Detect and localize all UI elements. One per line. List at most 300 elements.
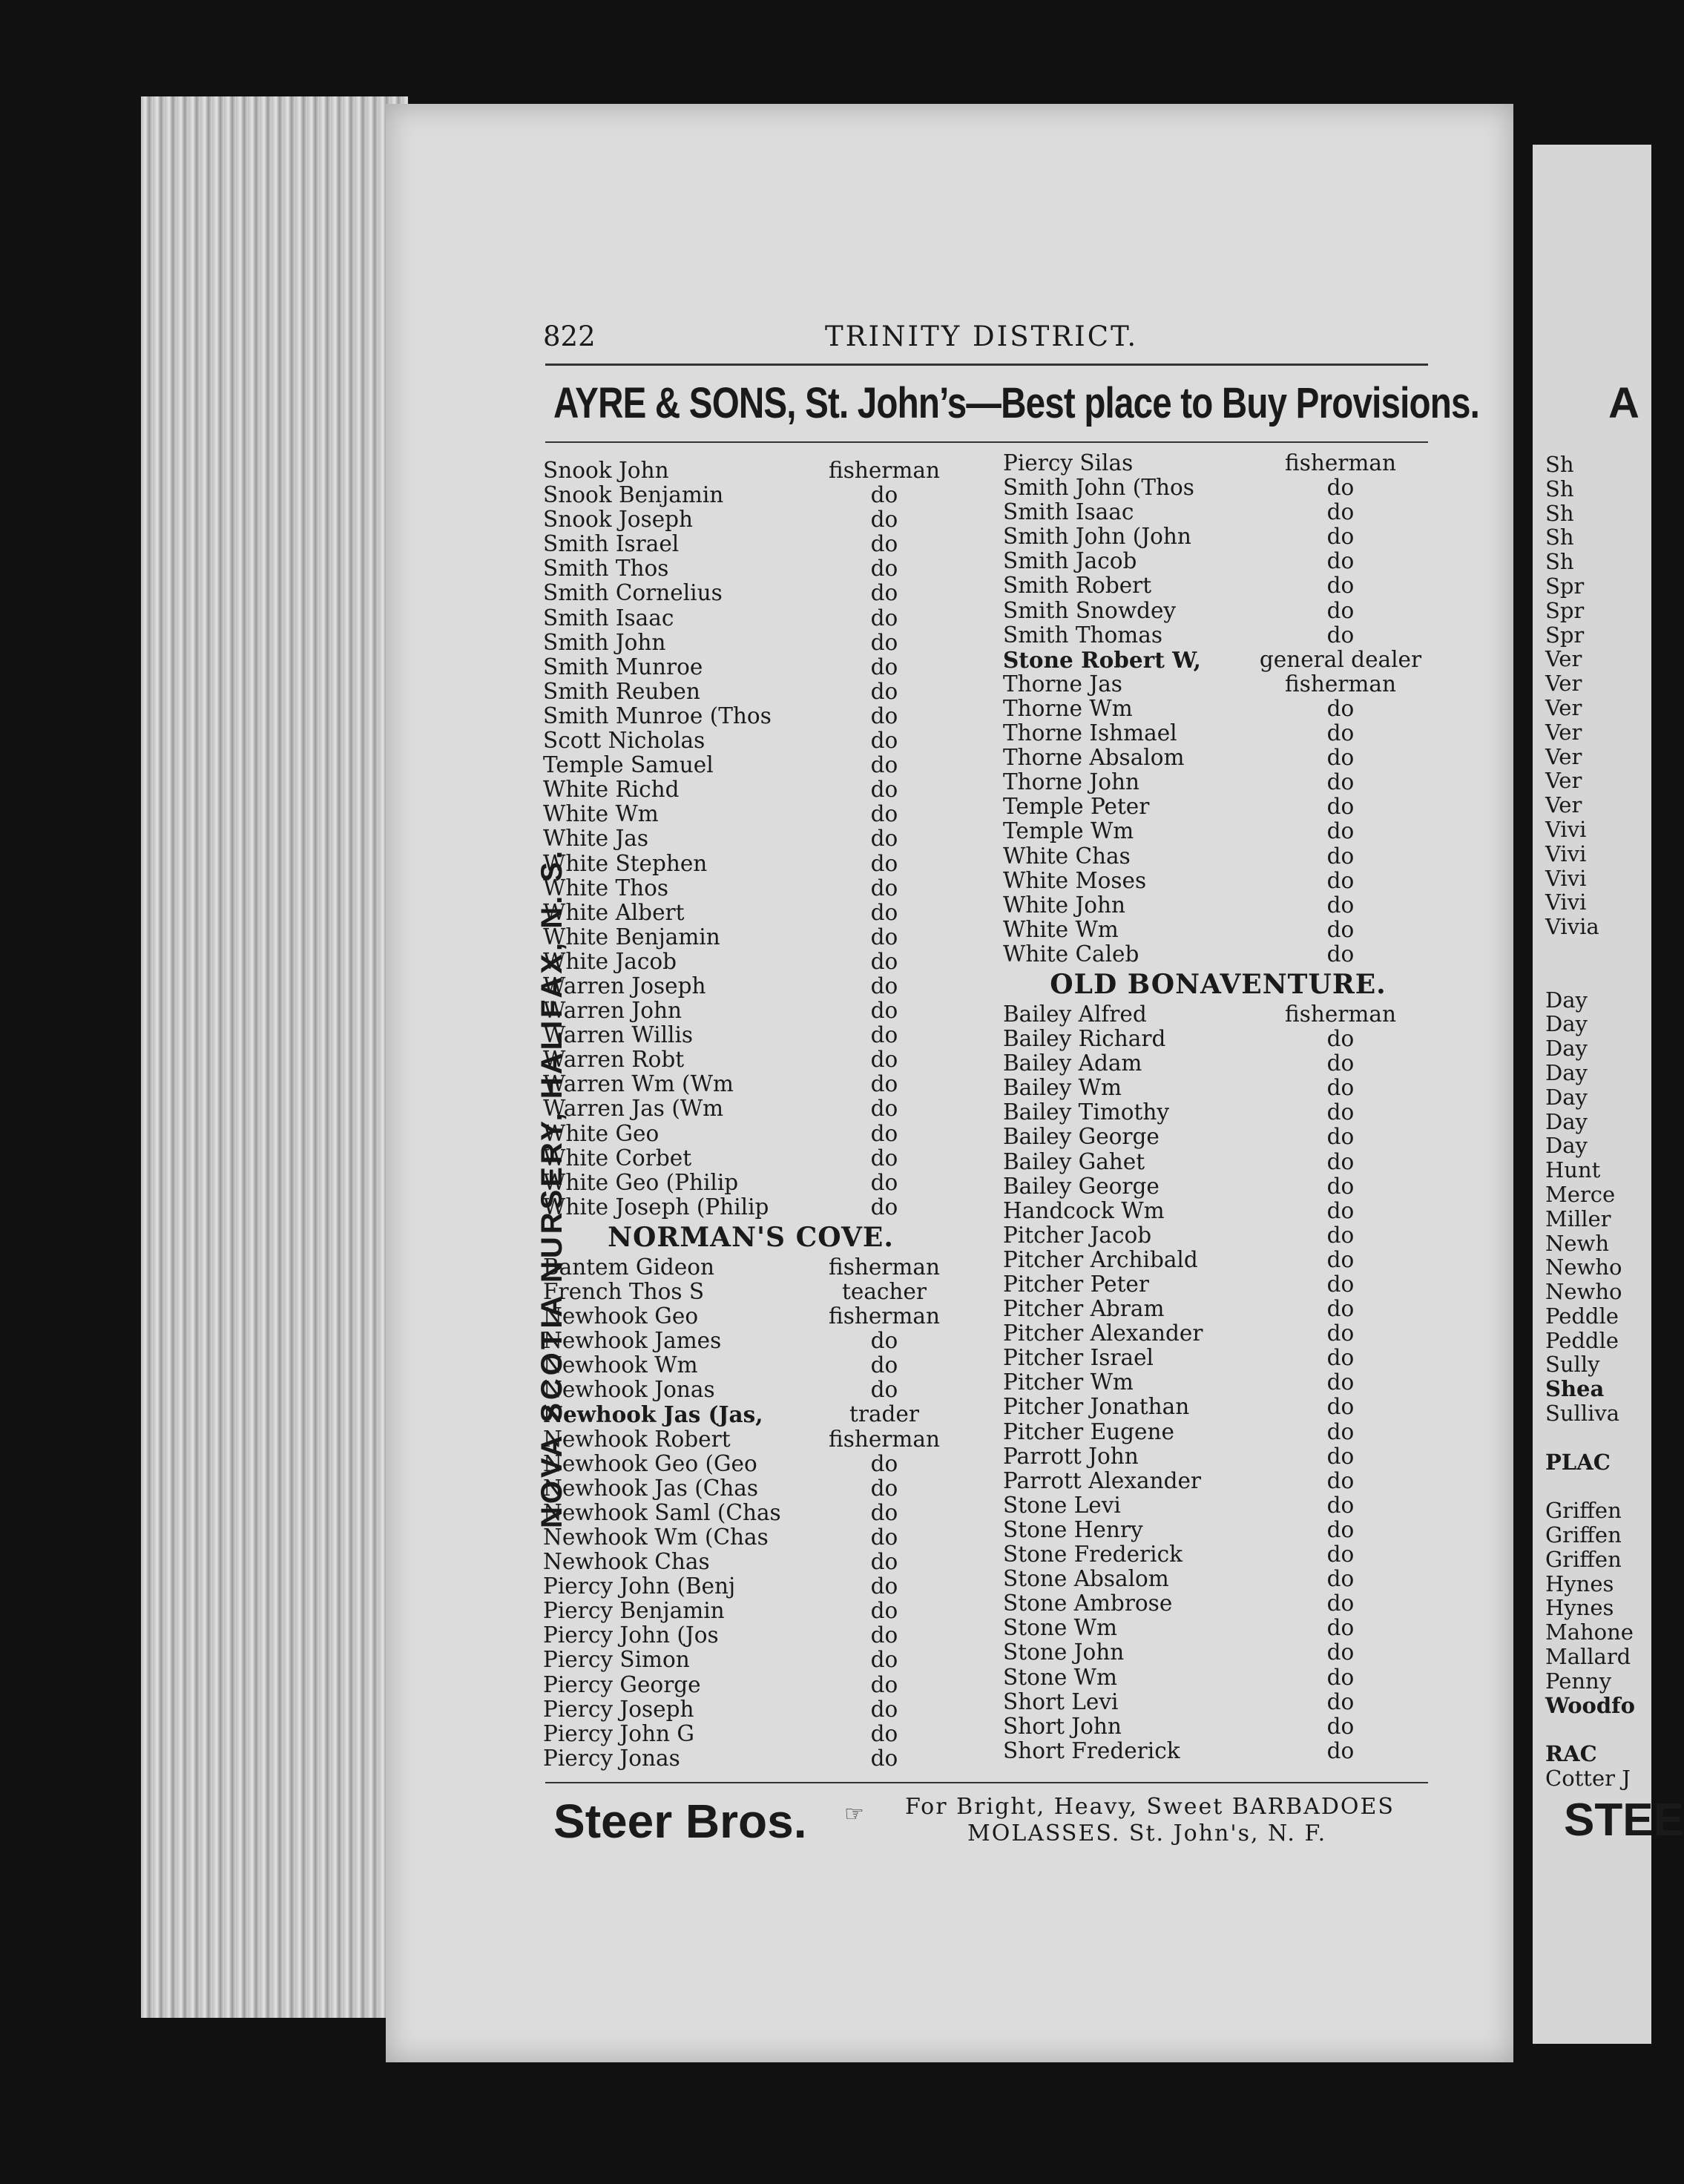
pointing-hand-icon: ☞ <box>844 1801 864 1827</box>
entry-name: Smith Robert <box>1003 573 1152 599</box>
directory-entry <box>1003 1248 1433 1272</box>
entry-occupation: do <box>1326 1026 1355 1052</box>
entry-name: Newhook Jas (Jas, <box>543 1401 763 1428</box>
entry-name: Smith Isaac <box>543 605 674 631</box>
entry-name: Parrott Alexander <box>1003 1467 1202 1493</box>
directory-entry <box>1003 623 1433 648</box>
facing-page-line: Shea <box>1545 1376 1605 1402</box>
directory-entry <box>1003 1665 1433 1690</box>
directory-entry <box>543 1673 958 1697</box>
entry-occupation: do <box>870 1573 898 1599</box>
directory-entry <box>543 1280 958 1304</box>
entry-name: Piercy Benjamin <box>543 1598 725 1624</box>
entry-occupation: fisherman <box>829 458 940 483</box>
entry-occupation: do <box>1326 1320 1355 1346</box>
entry-name: Newhook Wm <box>543 1352 698 1378</box>
entry-name: Thorne Wm <box>1003 695 1133 721</box>
entry-occupation: do <box>1326 1345 1355 1371</box>
facing-page-line: Ver <box>1545 743 1582 769</box>
facing-page-line: Sh <box>1545 476 1574 501</box>
entry-name: Stone Ambrose <box>1003 1591 1173 1616</box>
entry-occupation: do <box>1326 1542 1355 1568</box>
entry-occupation: do <box>1326 769 1355 795</box>
entry-name: Piercy George <box>543 1671 701 1697</box>
directory-entry <box>1003 1002 1433 1027</box>
facing-page-line: Ver <box>1545 694 1582 720</box>
directory-entry <box>1003 869 1433 893</box>
entry-occupation: do <box>870 1169 898 1195</box>
directory-entry <box>1003 1100 1433 1125</box>
directory-entry <box>543 631 958 655</box>
directory-entry <box>543 1255 958 1280</box>
ad-rule <box>545 441 1428 443</box>
directory-entry <box>543 507 958 532</box>
directory-entry <box>543 1353 958 1378</box>
entry-name: Scott Nicholas <box>543 728 705 754</box>
directory-entry <box>543 1550 958 1574</box>
entry-occupation: do <box>1326 1688 1355 1714</box>
entry-occupation: fisherman <box>829 1254 940 1280</box>
entry-name: Piercy Jonas <box>543 1745 680 1771</box>
top-advertisement: AYRE & SONS, St. John’s—Best place to Buy Provisions. <box>553 379 1480 427</box>
entry-name: Warren Robt <box>543 1047 685 1073</box>
facing-page-line: Ver <box>1545 646 1582 672</box>
entry-occupation: do <box>1326 1197 1355 1223</box>
entry-name: Bailey Adam <box>1003 1050 1142 1076</box>
entry-name: White Wm <box>1003 916 1119 942</box>
entry-name: Piercy John (Jos <box>543 1622 719 1648</box>
entry-occupation: do <box>1326 916 1355 942</box>
directory-entry <box>1003 1199 1433 1223</box>
facing-page-line: Griffen <box>1545 1522 1622 1548</box>
directory-entry <box>1003 1125 1433 1149</box>
entry-name: Bailey George <box>1003 1173 1160 1199</box>
directory-entry <box>543 1378 958 1402</box>
entry-occupation: do <box>870 973 898 999</box>
entry-occupation: do <box>1326 475 1355 501</box>
entry-occupation: do <box>870 1524 898 1550</box>
entry-name: Warren Willis <box>543 1022 694 1048</box>
entry-name: White Thos <box>543 875 669 901</box>
entry-name: Temple Wm <box>1003 818 1134 844</box>
entry-occupation: trader <box>849 1401 919 1427</box>
directory-entry <box>543 655 958 680</box>
directory-entry <box>543 1452 958 1476</box>
facing-page-line <box>1545 939 1635 964</box>
facing-page-line: Newh <box>1545 1230 1610 1256</box>
facing-page-line <box>1545 1474 1635 1499</box>
directory-entry <box>1003 1739 1433 1763</box>
entry-name: Temple Samuel <box>543 752 714 778</box>
entry-name: Bailey Alfred <box>1003 1001 1147 1027</box>
entry-occupation: do <box>1326 867 1355 893</box>
entry-name: Smith Jacob <box>1003 548 1137 574</box>
facing-page-line: Penny <box>1545 1668 1612 1694</box>
directory-entry <box>1003 1542 1433 1567</box>
directory-entry <box>1003 1469 1433 1493</box>
directory-entry <box>1003 1272 1433 1297</box>
entry-name: Snook Joseph <box>543 507 694 533</box>
directory-entry <box>543 606 958 631</box>
entry-name: White Wm <box>543 801 659 827</box>
entry-name: Smith Cornelius <box>543 580 723 606</box>
entry-name: Newhook Chas <box>543 1549 710 1575</box>
entry-occupation: do <box>870 1194 898 1220</box>
directory-entry <box>1003 573 1433 598</box>
entry-occupation: do <box>870 1022 898 1048</box>
entry-name: Smith Thomas <box>1003 622 1162 648</box>
directory-entry <box>543 581 958 605</box>
entry-name: Stone Frederick <box>1003 1542 1183 1568</box>
entry-occupation: do <box>870 1696 898 1722</box>
facing-page-line: Hynes <box>1545 1570 1614 1596</box>
directory-entry <box>1003 648 1433 672</box>
directory-entry <box>543 1096 958 1121</box>
directory-entry <box>1003 1297 1433 1321</box>
entry-occupation: do <box>1326 1664 1355 1690</box>
directory-entry <box>543 1648 958 1672</box>
directory-entry <box>543 1427 958 1452</box>
directory-entry <box>543 950 958 974</box>
entry-name: Pitcher Abram <box>1003 1296 1165 1322</box>
entry-occupation: do <box>1326 1272 1355 1297</box>
entry-occupation: teacher <box>842 1279 927 1304</box>
entry-occupation: do <box>1326 622 1355 648</box>
facing-page-line: Day <box>1545 1059 1588 1085</box>
entry-name: Bailey George <box>1003 1124 1160 1150</box>
entry-name: Piercy John G <box>543 1720 694 1746</box>
entry-name: Pitcher Jonathan <box>1003 1394 1190 1420</box>
entry-name: Smith Munroe <box>543 654 703 680</box>
entry-name: Newhook Geo (Geo <box>543 1450 757 1476</box>
facing-page-line: Vivi <box>1545 816 1587 842</box>
entry-occupation: do <box>1326 1394 1355 1420</box>
entry-name: Temple Peter <box>1003 794 1150 820</box>
directory-entry <box>1003 1420 1433 1444</box>
entry-occupation: do <box>870 1745 898 1771</box>
entry-name: Bailey Gahet <box>1003 1148 1145 1174</box>
directory-entry <box>1003 1223 1433 1248</box>
entry-occupation: do <box>870 678 898 704</box>
directory-entry <box>543 1047 958 1072</box>
directory-entry <box>543 1746 958 1771</box>
entry-occupation: do <box>870 1671 898 1697</box>
facing-page-line: Ver <box>1545 768 1582 794</box>
facing-page-line: Griffen <box>1545 1498 1622 1524</box>
entry-name: Thorne Ishmael <box>1003 720 1177 746</box>
entry-name: Stone Robert W, <box>1003 646 1201 673</box>
entry-name: White Geo <box>543 1120 660 1146</box>
entry-occupation: do <box>870 507 898 533</box>
entry-occupation: do <box>870 1120 898 1146</box>
entry-name: Newhook Wm (Chas <box>543 1524 769 1550</box>
entry-name: Newhook Saml (Chas <box>543 1499 781 1525</box>
directory-entry <box>543 1195 958 1220</box>
entry-name: Pitcher Archibald <box>1003 1246 1198 1272</box>
facing-page-line: Sh <box>1545 549 1574 575</box>
entry-name: Warren Joseph <box>543 973 706 999</box>
entry-occupation: do <box>870 1328 898 1354</box>
facing-page-line: Mallard <box>1545 1644 1631 1670</box>
directory-entry <box>1003 1027 1433 1051</box>
entry-name: Newhook Robert <box>543 1426 731 1452</box>
directory-entry <box>1003 672 1433 697</box>
entry-occupation: do <box>1326 1713 1355 1739</box>
directory-entry <box>1003 1150 1433 1174</box>
facing-page-line: Hunt <box>1545 1157 1601 1183</box>
entry-name: Warren Jas (Wm <box>543 1096 724 1122</box>
directory-entry <box>543 556 958 581</box>
entry-occupation: do <box>870 1549 898 1575</box>
entry-occupation: do <box>1326 1369 1355 1395</box>
facing-page-line: Day <box>1545 1108 1588 1134</box>
directory-entry <box>543 852 958 876</box>
entry-occupation: do <box>1326 573 1355 599</box>
entry-name: Smith John (Thos <box>1003 475 1194 501</box>
directory-entry <box>543 1304 958 1329</box>
facing-page-line: Sh <box>1545 500 1574 526</box>
facing-page-line: Ver <box>1545 792 1582 818</box>
directory-entry <box>1003 1640 1433 1665</box>
entry-occupation: do <box>1326 1296 1355 1322</box>
facing-page-line <box>1545 1717 1635 1742</box>
directory-entry <box>1003 1051 1433 1076</box>
directory-entry <box>543 1122 958 1146</box>
entry-name: Bailey Richard <box>1003 1026 1166 1052</box>
directory-entry <box>543 458 958 483</box>
directory-entry <box>1003 549 1433 573</box>
facing-page-line: RAC <box>1545 1741 1597 1767</box>
entry-occupation: do <box>1326 1075 1355 1101</box>
entry-name: White Moses <box>1003 867 1147 893</box>
entry-name: Pitcher Eugene <box>1003 1418 1174 1444</box>
facing-page-line: Griffen <box>1545 1546 1622 1572</box>
directory-entry <box>1003 1616 1433 1640</box>
directory-entry <box>1003 942 1433 967</box>
directory-entry <box>543 1402 958 1427</box>
entry-name: Pitcher Alexander <box>1003 1320 1203 1346</box>
entry-name: Bailey Wm <box>1003 1075 1122 1101</box>
entry-name: Smith John <box>543 629 666 655</box>
entry-occupation: do <box>870 1047 898 1073</box>
directory-entry <box>543 753 958 777</box>
entry-occupation: do <box>870 703 898 728</box>
entry-occupation: do <box>1326 843 1355 869</box>
entry-occupation: do <box>870 531 898 557</box>
facing-page-line: Vivi <box>1545 889 1587 915</box>
entry-name: Bailey Timothy <box>1003 1099 1170 1125</box>
directory-entry <box>543 1329 958 1353</box>
entry-occupation: do <box>1326 1418 1355 1444</box>
section-heading: OLD BONAVENTURE. <box>1050 968 1387 1000</box>
directory-entry <box>1003 1346 1433 1370</box>
entry-name: Handcock Wm <box>1003 1197 1165 1223</box>
entry-name: French Thos S <box>543 1279 705 1304</box>
steer-bros-name: Steer Bros. <box>553 1795 807 1848</box>
facing-page-line: Day <box>1545 1011 1588 1037</box>
facing-page-line: Mahone <box>1545 1619 1634 1645</box>
entry-occupation: do <box>870 1499 898 1525</box>
facing-page-line: Hynes <box>1545 1595 1614 1621</box>
entry-name: Short Frederick <box>1003 1737 1180 1763</box>
entry-name: Piercy John (Benj <box>543 1573 736 1599</box>
entry-name: Short John <box>1003 1713 1122 1739</box>
entry-name: Pitcher Wm <box>1003 1369 1134 1395</box>
directory-entry <box>1003 1174 1433 1199</box>
facing-page-line: Peddle <box>1545 1327 1619 1353</box>
entry-occupation: do <box>1326 794 1355 820</box>
entry-occupation: do <box>870 605 898 631</box>
directory-entry <box>543 1574 958 1599</box>
entry-occupation: do <box>1326 1124 1355 1150</box>
entry-name: White Caleb <box>1003 941 1139 967</box>
entry-occupation: fisherman <box>1285 671 1396 697</box>
entry-name: Stone John <box>1003 1639 1125 1665</box>
entry-occupation: fisherman <box>1285 450 1396 476</box>
entry-occupation: do <box>1326 941 1355 967</box>
entry-name: White Albert <box>543 899 685 925</box>
entry-occupation: do <box>870 728 898 754</box>
directory-entry <box>543 925 958 950</box>
entry-occupation: do <box>870 801 898 827</box>
facing-page-line: Vivi <box>1545 865 1587 891</box>
facing-page-line: Cotter J <box>1545 1766 1631 1792</box>
directory-entry <box>1003 697 1433 721</box>
entry-occupation: do <box>870 777 898 803</box>
facing-page-line: Vivia <box>1545 914 1599 940</box>
directory-entry <box>1003 451 1433 476</box>
entry-occupation: do <box>870 580 898 606</box>
directory-entry <box>1003 1370 1433 1395</box>
directory-entry <box>543 974 958 999</box>
entry-name: Stone Henry <box>1003 1516 1143 1542</box>
entry-occupation: do <box>870 826 898 852</box>
entry-occupation: do <box>1326 1467 1355 1493</box>
entry-occupation: fisherman <box>829 1303 940 1329</box>
facing-page-line: Sh <box>1545 452 1574 477</box>
entry-occupation: do <box>870 1145 898 1171</box>
side-advertisement: NOVA SCOTIA NURSERY, HALIFAX, N. S. <box>536 847 568 1528</box>
entry-name: White Joseph (Philip <box>543 1194 769 1220</box>
entry-occupation: do <box>870 1096 898 1122</box>
directory-entry <box>1003 918 1433 942</box>
facing-page-line: Merce <box>1545 1181 1616 1207</box>
facing-page-line: Miller <box>1545 1206 1611 1231</box>
entry-name: Smith Snowdey <box>1003 597 1177 623</box>
directory-entry <box>1003 524 1433 549</box>
entry-name: White John <box>1003 892 1126 918</box>
directory-entry <box>543 1146 958 1171</box>
entry-name: Thorne Jas <box>1003 671 1122 697</box>
directory-entry <box>1003 1567 1433 1591</box>
directory-entry <box>1003 500 1433 524</box>
entry-name: Stone Wm <box>1003 1615 1117 1641</box>
directory-entry <box>1003 770 1433 795</box>
facing-page-line: Spr <box>1545 622 1585 648</box>
entry-occupation: do <box>1326 695 1355 721</box>
entry-occupation: do <box>1326 1516 1355 1542</box>
facing-page-line: Vivi <box>1545 841 1587 866</box>
entry-occupation: do <box>1326 1173 1355 1199</box>
entry-occupation: do <box>870 924 898 950</box>
entry-occupation: do <box>870 948 898 974</box>
directory-entry <box>543 1697 958 1722</box>
right-column <box>1003 451 1433 1763</box>
entry-name: Newhook Geo <box>543 1303 699 1329</box>
entry-occupation: do <box>870 1720 898 1746</box>
entry-occupation: do <box>1326 597 1355 623</box>
directory-entry <box>543 826 958 851</box>
entry-name: White Jas <box>543 826 648 852</box>
entry-occupation: do <box>1326 1246 1355 1272</box>
entry-occupation: do <box>1326 1492 1355 1518</box>
left-column <box>543 458 958 1771</box>
header-rule <box>545 364 1428 366</box>
entry-name: Snook Benjamin <box>543 482 724 508</box>
entry-name: White Benjamin <box>543 924 720 950</box>
entry-occupation: do <box>1326 499 1355 525</box>
directory-entry <box>543 728 958 753</box>
directory-entry <box>543 1599 958 1623</box>
page-number: 822 <box>543 320 596 352</box>
facing-page-line: Ver <box>1545 671 1582 697</box>
entry-name: Piercy Joseph <box>543 1696 694 1722</box>
entry-name: White Jacob <box>543 948 677 974</box>
directory-entry <box>543 704 958 728</box>
entry-occupation: do <box>1326 892 1355 918</box>
entry-name: Smith Munroe (Thos <box>543 703 772 728</box>
directory-entry <box>543 876 958 901</box>
entry-name: Bantem Gideon <box>543 1254 715 1280</box>
directory-entry <box>1003 1444 1433 1469</box>
entry-name: Smith Israel <box>543 531 680 557</box>
entry-name: Stone Levi <box>1003 1492 1121 1518</box>
book-page-edges <box>141 96 408 2018</box>
directory-entry <box>543 483 958 507</box>
directory-entry <box>543 1072 958 1096</box>
directory-entry <box>1003 476 1433 500</box>
footer-rule <box>545 1782 1428 1783</box>
entry-name: Parrott John <box>1003 1443 1139 1469</box>
directory-entry <box>543 680 958 704</box>
directory-entry <box>1003 1591 1433 1616</box>
directory-entry <box>1003 1321 1433 1346</box>
entry-occupation: do <box>870 1598 898 1624</box>
facing-page-line: Peddle <box>1545 1303 1619 1329</box>
entry-occupation: do <box>1326 1050 1355 1076</box>
entry-name: Thorne Absalom <box>1003 745 1185 771</box>
directory-entry <box>543 1525 958 1550</box>
entry-name: Snook John <box>543 458 669 483</box>
facing-page-line: Spr <box>1545 573 1585 599</box>
directory-entry <box>1003 1518 1433 1542</box>
entry-occupation: do <box>1326 1148 1355 1174</box>
entry-name: Short Levi <box>1003 1688 1119 1714</box>
entry-occupation: do <box>870 482 898 508</box>
entry-name: Pitcher Peter <box>1003 1272 1149 1297</box>
entry-occupation: do <box>1326 1099 1355 1125</box>
directory-entry <box>543 1171 958 1195</box>
entry-occupation: do <box>1326 1591 1355 1616</box>
entry-occupation: do <box>870 629 898 655</box>
entry-occupation: do <box>870 875 898 901</box>
entry-occupation: do <box>870 556 898 582</box>
entry-occupation: do <box>870 899 898 925</box>
directory-entry <box>543 1476 958 1501</box>
entry-name: White Stephen <box>543 850 708 876</box>
directory-entry <box>1003 1493 1433 1518</box>
facing-page-line: Day <box>1545 1036 1588 1062</box>
